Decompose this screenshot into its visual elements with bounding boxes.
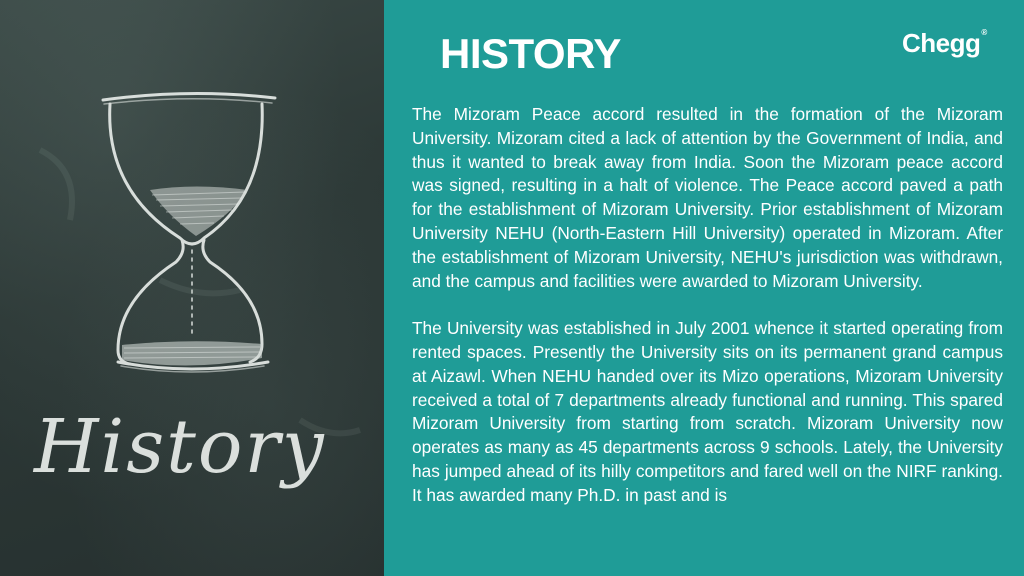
- paragraph-1: The Mizoram Peace accord resulted in the formation of the Mizoram University. Mizoram cited a lack of attention by the Government of India, and thus it wanted to break away from India. Soon the Mizoram peace accord was signed, resulting in a halt of violence. The Peace accord paved a path for the establishment of Mizoram University. Prior establishment of Mizoram University NEHU (North-Eastern Hill University) operated in Mizoram. After the establishment of Mizoram University, NEHU's jurisdiction was withdrawn, and the campus and facilities were awarded to Mizoram University.: [412, 104, 1003, 291]
- paragraph-2: The University was established in July 2001 whence it started operating from rented spaces. Presently the University sits on its permanent grand campus at Aizawl. When NEHU handed over its Mizo operations, Mizoram University received a total of 7 departments already functional and running. This spared Mizoram University from starting from scratch. Mizoram University now operates as many as 45 departments across 9 schools. Lately, the University has jumped ahead of its hilly competitors and fared well on the NIRF ranking. It has awarded many Ph.D. in past and is: [412, 318, 1003, 505]
- body-text: [412, 103, 1003, 531]
- page-title: HISTORY: [440, 30, 621, 77]
- chegg-logo: [902, 28, 987, 59]
- chalk-history-word: History: [34, 404, 326, 490]
- content-panel: [384, 0, 1024, 576]
- logo-text: Chegg: [902, 28, 981, 58]
- chalkboard-image: [0, 0, 384, 576]
- registered-mark-icon: ®: [981, 28, 987, 37]
